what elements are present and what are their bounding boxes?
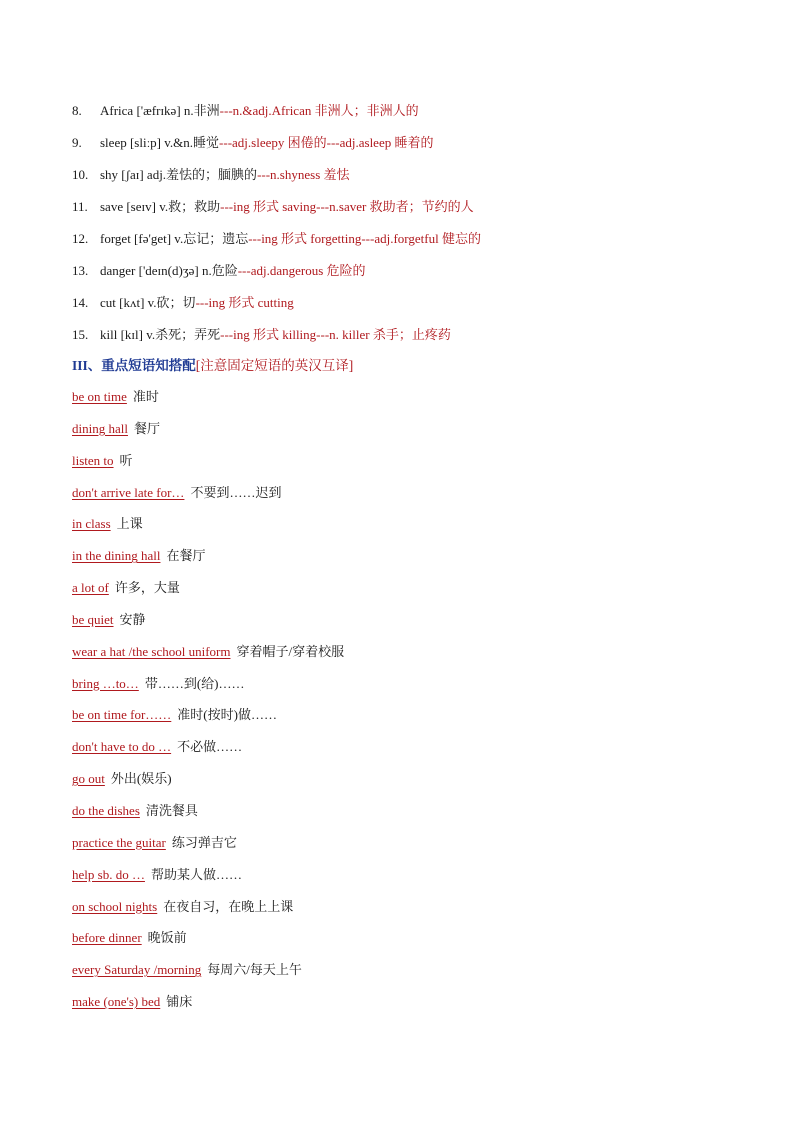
phrase-english: practice the guitar [72,834,166,850]
phrase-chinese: 穿着帽子/穿着校服 [236,643,345,659]
vocab-item [72,100,772,132]
phrase-chinese: 安静 [119,611,146,627]
phrase-english: make (one's) bed [72,994,161,1010]
phrase-chinese: 上课 [116,516,143,532]
phrase-english: be on time [72,389,127,404]
section-note: [注意固定短语的英汉互译] [195,358,354,373]
phrase-chinese: 准时(按时)做…… [177,707,277,723]
phrase-list [72,386,772,1023]
vocab-number: 9. [72,135,82,150]
section-title: III、重点短语知搭配 [72,358,196,373]
phrase-english: a lot of [72,580,109,596]
phrase-english: in the dining hall [72,548,161,564]
phrase-english: be quiet [72,611,114,627]
phrase-english: bring …to… [72,675,139,691]
phrase-item [72,704,772,736]
phrase-chinese: 餐厅 [133,420,160,436]
phrase-chinese: 帮助某人做…… [150,866,242,882]
phrase-chinese: 在餐厅 [166,548,206,564]
vocab-definition: shy [ʃaɪ] adj.羞怯的；腼腆的 [100,167,258,182]
phrase-item [72,513,772,545]
vocab-derivation: ---ing 形式 forgetting---adj.forgetful 健忘的 [248,231,481,246]
vocab-number: 10. [72,167,89,182]
vocab-definition: sleep [sliːp] v.&n.睡觉 [100,135,220,150]
section-heading [72,355,353,377]
vocab-item [72,228,772,260]
phrase-english: in class [72,516,111,532]
vocab-definition: Africa ['æfrɪkə] n.非洲 [100,103,220,118]
vocab-number: 8. [72,103,82,118]
vocab-derivation: ---adj.dangerous 危险的 [237,263,366,278]
phrase-english: wear a hat /the school uniform [72,643,231,659]
phrase-english: every Saturday /morning [72,962,202,978]
phrase-item [72,864,772,896]
phrase-chinese: 清洗餐具 [145,802,198,818]
vocab-item [72,196,772,228]
vocab-derivation: ---n.shyness 羞怯 [257,167,350,182]
vocab-definition: danger ['deɪn(d)ʒə] n.危险 [100,263,238,278]
phrase-item [72,896,772,928]
vocab-definition: save [seɪv] v.救；救助 [100,199,221,214]
phrase-chinese: 晚饭前 [147,930,187,946]
vocab-number: 13. [72,263,89,278]
vocab-number: 14. [72,295,89,310]
phrase-english: before dinner [72,930,142,946]
phrase-english: don't have to do … [72,739,172,755]
phrase-item [72,991,772,1023]
phrase-item [72,545,772,577]
phrase-english: help sb. do … [72,866,145,882]
vocab-definition: forget [fə'get] v.忘记；遗忘 [100,231,249,246]
vocab-derivation: ---adj.sleepy 困倦的---adj.asleep 睡着的 [219,135,434,150]
vocab-item [72,164,772,196]
phrase-chinese: 练习弹吉它 [171,834,237,850]
vocab-derivation: ---ing 形式 killing---n. killer 杀手；止疼药 [220,327,451,342]
phrase-chinese: 准时 [132,389,159,404]
vocabulary-list [72,100,772,356]
phrase-english: go out [72,771,105,787]
phrase-english: listen to [72,452,114,468]
phrase-english: be on time for…… [72,707,172,723]
phrase-item [72,768,772,800]
phrase-item [72,673,772,705]
vocab-number: 11. [72,199,88,214]
phrase-english: dining hall [72,420,128,436]
vocab-derivation: ---ing 形式 cutting [195,295,294,310]
phrase-english: on school nights [72,898,158,914]
vocab-definition: kill [kɪl] v.杀死；弄死 [100,327,221,342]
phrase-chinese: 铺床 [166,994,193,1010]
vocab-item [72,292,772,324]
vocab-number: 12. [72,231,89,246]
phrase-chinese: 带……到(给)…… [144,675,245,691]
phrase-item [72,800,772,832]
phrase-chinese: 听 [119,452,133,468]
phrase-item [72,736,772,768]
phrase-item [72,959,772,991]
vocab-derivation: ---ing 形式 saving---n.saver 救助者；节约的人 [220,199,474,214]
phrase-item [72,609,772,641]
phrase-item [72,418,772,450]
phrase-item [72,832,772,864]
phrase-item [72,482,772,514]
vocab-definition: cut [kʌt] v.砍；切 [100,295,196,310]
phrase-english: don't arrive late for… [72,484,185,500]
phrase-chinese: 外出(娱乐) [110,771,172,787]
vocab-item [72,260,772,292]
vocab-item [72,324,772,356]
vocab-derivation: ---n.&adj.African 非洲人；非洲人的 [219,103,419,118]
vocab-number: 15. [72,327,89,342]
phrase-chinese: 在夜自习，在晚上上课 [163,898,294,914]
vocab-item [72,132,772,164]
phrase-item [72,927,772,959]
phrase-chinese: 每周六/每天上午 [207,962,302,978]
phrase-item [72,450,772,482]
phrase-item [72,386,772,418]
phrase-chinese: 不必做…… [177,739,243,755]
phrase-chinese: 不要到……迟到 [190,484,282,500]
phrase-item [72,577,772,609]
phrase-chinese: 许多，大量 [114,580,180,596]
phrase-english: do the dishes [72,802,140,818]
phrase-item [72,641,772,673]
